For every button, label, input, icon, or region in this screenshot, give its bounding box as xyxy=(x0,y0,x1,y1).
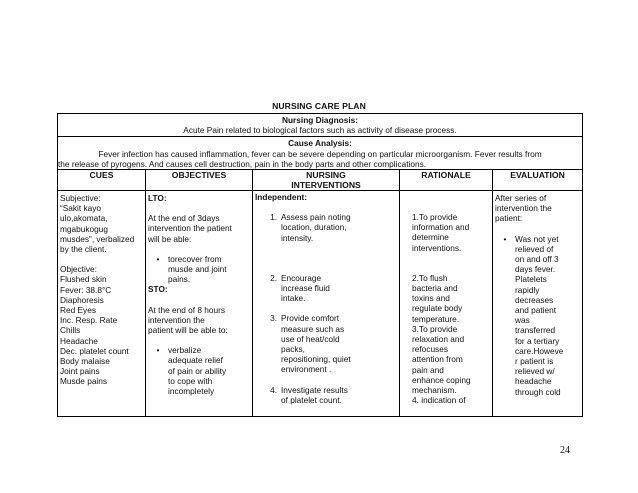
rationale-line: temperature. xyxy=(412,313,460,324)
lto-label: LTO: xyxy=(148,193,167,204)
evaluation-line: After series of xyxy=(495,193,547,204)
rationale-line: pain and xyxy=(412,364,444,375)
rationale-line: 3.To provide xyxy=(412,323,458,334)
column-header-cues: CUES xyxy=(58,170,146,191)
objective-bullet-item: • verbalize adequate relief of pain or ability to cope with incompletely xyxy=(148,345,250,396)
column-header-rationale: RATIONALE xyxy=(400,170,493,191)
bullet-icon: • xyxy=(156,253,160,264)
rationale-line: refocuses xyxy=(412,344,448,355)
intervention-item: 4. Investigate results of platelet count. xyxy=(270,384,348,405)
cues-line: “Sakit kayo xyxy=(60,203,102,214)
column-header-evaluation: EVALUATION xyxy=(493,170,583,191)
cues-line: ulo,akomata, xyxy=(60,213,108,224)
objective-bullet-item: • torecover from musde and joint pains. xyxy=(148,254,250,285)
cause-analysis-cell xyxy=(58,137,583,170)
rationale-line: 1.To provide xyxy=(412,212,458,223)
cues-line: Red Eyes xyxy=(60,305,96,316)
diagnosis-cell xyxy=(58,114,583,137)
column-header-nursing: NURSING xyxy=(306,170,346,181)
evaluation-cell xyxy=(493,191,583,417)
objectives-line: will be able: xyxy=(148,233,192,244)
cues-cell xyxy=(58,191,146,417)
cues-line: Diaphoresis xyxy=(60,294,104,305)
column-header-interventions: INTERVENTIONS xyxy=(291,180,361,191)
column-header-nursing-interventions xyxy=(253,170,400,191)
rationale-line: 2.To flush xyxy=(412,272,448,283)
evaluation-line: intervention the xyxy=(495,203,552,214)
cues-line: Flushed skin xyxy=(60,274,107,285)
bullet-icon: • xyxy=(503,233,507,244)
cues-line: by the client. xyxy=(60,244,107,255)
rationale-line: toxins and xyxy=(412,293,450,304)
cues-line: Musde pains xyxy=(60,376,108,387)
column-header-objectives: OBJECTIVES xyxy=(146,170,253,191)
diagnosis-heading: Nursing Diagnosis: xyxy=(281,115,359,125)
cues-line: Headache xyxy=(60,335,98,346)
rationale-line: attention from xyxy=(412,354,463,365)
rationale-cell xyxy=(400,191,493,417)
evaluation-line: patient: xyxy=(495,213,523,224)
sto-label: STO: xyxy=(148,284,168,295)
cause-analysis-line-2: the release of pyrogens. And causes cell destruction, pain in the body parts and other complications. xyxy=(58,158,427,169)
rationale-line: interventions. xyxy=(412,242,462,253)
cause-analysis-heading: Cause Analysis: xyxy=(288,138,352,149)
cause-analysis-line-1: Fever infection has caused inflammation, fever can be severe depending on particular microorganism. Fever results from xyxy=(98,148,542,159)
rationale-line: regulate body xyxy=(412,303,463,314)
cues-line: Chills xyxy=(60,325,81,336)
rationale-line: bacteria and xyxy=(412,283,458,294)
cues-line: musdes”, verbalized xyxy=(60,233,135,244)
interventions-cell xyxy=(253,191,400,417)
objectives-cell xyxy=(146,191,253,417)
objectives-line: intervention the patient xyxy=(148,223,232,234)
bullet-icon: • xyxy=(156,345,160,356)
intervention-item: 1. Assess pain noting location, duration, intensity. xyxy=(270,212,351,243)
cues-line: Dec. platelet count xyxy=(60,345,129,356)
objectives-line: intervention the xyxy=(148,314,205,325)
independent-label: Independent: xyxy=(255,192,308,203)
intervention-item: 3. Provide comfort measure such as use of heat/cold packs, repositioning, quiet environment . xyxy=(270,313,351,375)
rationale-line: determine xyxy=(412,232,449,243)
cues-line: Body malaise xyxy=(60,356,110,367)
cues-line: mgabukogug xyxy=(60,223,108,234)
rationale-line: mechanism. xyxy=(412,385,457,396)
objectives-line: At the end of 3days xyxy=(148,213,220,224)
document-title: NURSING CARE PLAN xyxy=(272,101,366,111)
cues-line: Fever: 38.8°C xyxy=(60,284,112,295)
objectives-line: At the end of 8 hours xyxy=(148,304,226,315)
cues-line: Joint pains xyxy=(60,366,100,377)
cues-line: Subjective: xyxy=(60,193,101,204)
cues-line: Inc. Resp. Rate xyxy=(60,315,118,326)
rationale-line: relaxation and xyxy=(412,334,465,345)
diagnosis-text: Acute Pain related to biological factors such as activity of disease process. xyxy=(183,125,457,136)
cues-line: Objective: xyxy=(60,264,97,275)
objectives-line: patient will be able to: xyxy=(148,325,228,336)
rationale-line: enhance coping xyxy=(412,374,471,385)
rationale-line: information and xyxy=(412,222,470,233)
nursing-care-plan-table xyxy=(57,113,583,417)
page-number: 24 xyxy=(560,445,570,456)
evaluation-bullet-item: • Was not yet relieved of on and off 3 days fever. Platelets rapidly decreases and patient was transferred for a tertiary care.Howeve r patient is relieved w/ headache through cold xyxy=(495,234,580,397)
rationale-line: 4. indication of xyxy=(412,395,466,406)
intervention-item: 2. Encourage increase fluid intake. xyxy=(270,272,330,304)
